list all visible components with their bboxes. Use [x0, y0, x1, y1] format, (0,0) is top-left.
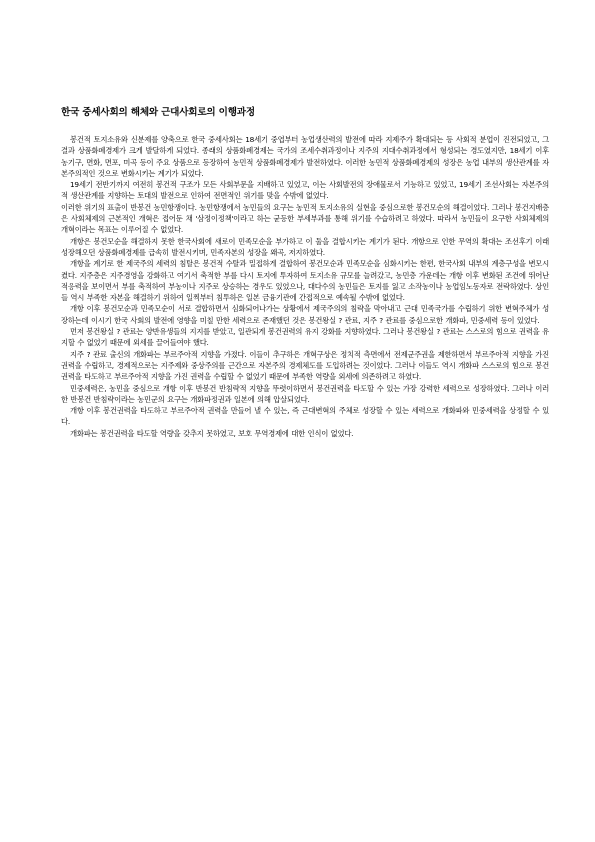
paragraph-1: 봉건적 토지소유와 신분제를 양축으로 한국 중세사회는 18세기 중엽부터 농업생산력의 발전에 따라 지제주가 확대되는 등 사회적 분업이 진전되었고, 그 결과 상품화폐경제가 크게 발달하게 되었다. 종래의 상품화폐경제는 국가의 조세수취과정이나 지주의 지대수취과정에서 형성되는 경도였지만, 18세기 이후 농기구, 면화, 면포, 미곡 등이 주요 상품으로 등장하여 농민적 상품화폐경제가 발전하였다. 이러한 농민적 상품화폐경제의 성장은 농업 내부의 생산관계를 자본주의적인 것으로 변화시키는 계기가 되었다. — [61, 135, 549, 178]
paragraph-9: 민중세력은, 농민을 중심으로 개항 이후 반봉건 반침략적 지향을 뚜렷이하면서 봉건권력을 타도할 수 있는 가장 강력한 세력으로 성장하였다. 그러나 이러한 반봉건 반침략이라는 농민군의 요구는 개화파정권과 일본에 의해 압살되었다. — [61, 383, 549, 404]
paragraph-2: 19세기 전반기까지 여전히 봉건적 구조가 모든 사회부문을 지배하고 있었고, 이는 사회발전의 장애물로서 기능하고 있었고, 19세기 조선사회는 자본주의적 생산관계를 지향하는 토대의 발전으로 인하여 전면적인 위기를 맞을 수밖에 없었다. — [61, 180, 549, 201]
paragraph-6: 개항 이후 봉건모순과 민족모순이 서로 결합하면서 심화되어나가는 상황에서 제국주의의 침략을 막아내고 근대 민족국가를 수립하기 위한 변혁주체가 성장하는데 이시기 한국 사회의 발전에 영향을 미칠 만한 세력으로 존재했던 것은 봉건왕실 ? 관료, 지주 ? 관료를 중심으로한 개화파, 민중세력 등이 있었다. — [61, 304, 549, 325]
paragraph-5: 개항을 계기로 한 제국주의 세력의 침탈은 봉건적 수탈과 밀접하게 결합하여 봉건모순과 민족모순을 심화시키는 한편, 한국사회 내부의 계층구성을 변모시켰다. 지주층은 지주경영을 강화하고 여기서 축적한 부를 다시 토지에 투자하여 토지소유 규모를 늘려갔고, 농민층 가운데는 개항 이후 변화된 조건에 뛰어난 적응력을 보이면서 부를 축적하여 부농이나 지주로 상승하는 경우도 있었으나, 대다수의 농민들은 토지를 잃고 소작농이나 농업임노동자로 전락하였다. 상인들 역시 부족한 자본을 해결하기 위하여 일찍부터 침투하은 일본 금융기관에 간접적으로 예속될 수밖에 없었다. — [61, 259, 549, 303]
paragraph-3: 이러한 위기의 표출이 반봉건 농민항쟁이다. 농민항쟁에서 농민들의 요구는 농민적 토지소유의 실현을 중심으로한 봉건모순의 해결이었다. 그러나 봉건지배층은 사회체제의 근본적인 개혁은 접어둔 채 '삼정이정책'이라고 하는 균등한 부세부과를 통해 위기를 수습하려고 하였다. 따라서 농민들이 요구한 사회체제의 개혁이라는 목표는 이루어질 수 없었다. — [61, 202, 549, 235]
paragraph-11: 개화파는 봉건권력을 타도할 역량을 갖추지 못하였고, 보호 무역경제에 대한 인식이 없었다. — [70, 428, 354, 438]
paragraph-10: 개항 이후 봉건권력을 타도하고 부르주아적 권력을 만들어 낼 수 있는, 즉 근대변혁의 주체로 성장할 수 있는 세력으로 개화파와 민중세력을 상정할 수 있다. — [61, 406, 549, 427]
document-title: 한국 중세사회의 해체와 근대사회로의 이행과정 — [61, 107, 255, 118]
paragraph-4: 개항은 봉건모순을 해결하지 못한 한국사회에 새로이 민족모순을 부가하고 이 둘을 결합시키는 계기가 된다. 개항으로 인한 무역의 확대는 조선후기 이래 성장해오던 상품화폐경제를 급속히 발전시키며, 민족자본의 성장을 왜곡, 저지하였다. — [61, 236, 549, 257]
paragraph-8: 지주 ? 관료 출신의 개화파는 부르주아적 지향을 가졌다. 이들이 추구하은 개혁구상은 정치적 측면에서 전제군주권을 제한하면서 부르주아적 지향을 가진 권력을 수립하고, 경제적으로는 지주제와 중상주의를 근간으로 자본주의 경제체도를 도입하려는 것이었다. 그러나 이들도 역시 개화파 스스로의 힘으로 봉건권력을 타도하고 부르주아적 지향을 가진 권력을 수립할 수 없었기 때문에 부족한 역량을 외세에 의존하려고 하였다. — [61, 349, 549, 382]
paragraph-7: 먼저 봉건왕실 ? 관료는 양반유생들의 지지를 받았고, 일관되게 봉건권력의 유지 강화를 지향하였다. 그러나 봉건왕실 ? 관료는 스스로의 힘으로 권력을 유지할 수 없었기 때문에 외세를 끌어들여야 했다. — [61, 327, 549, 348]
